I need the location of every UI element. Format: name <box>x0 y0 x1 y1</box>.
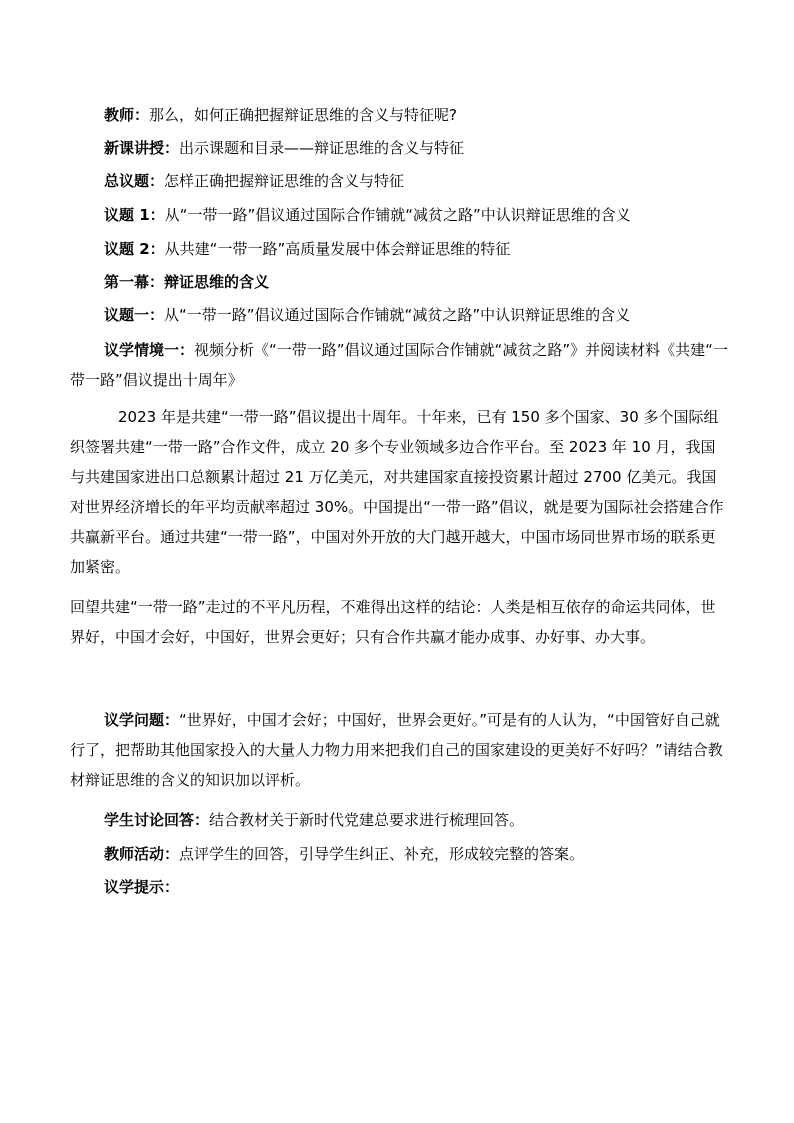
line-text: 出示课题和目录——辩证思维的含义与特征 <box>179 139 465 157</box>
line-text: 从共建“一带一路”高质量发展中体会辩证思维的特征 <box>164 240 511 258</box>
line-text: 点评学生的回答，引导学生纠正、补充，形成较完整的答案。 <box>179 845 585 863</box>
material-block <box>70 402 730 652</box>
line-label: 议学提示： <box>104 878 180 896</box>
question-label: 议学问题： <box>104 711 180 729</box>
situation-paragraph <box>70 335 730 395</box>
line-text: 从“一带一路”倡议通过国际合作铺就“减贫之路”中认识辩证思维的含义 <box>164 306 631 324</box>
line-label: 第一幕：辩证思维的含义 <box>104 273 270 291</box>
hint-line <box>104 877 179 897</box>
line-label: 议题一： <box>104 306 165 324</box>
student-answer-line <box>104 810 524 830</box>
situation-text: 视频分析《“一带一路”倡议通过国际合作铺就“减贫之路”》并阅读材料《共建“一带一路”倡议提出十周年》 <box>70 341 728 389</box>
line-label: 教师： <box>104 106 150 124</box>
main-topic-line <box>104 171 404 191</box>
line-label: 议题 2： <box>104 240 165 258</box>
teacher-activity-line <box>104 844 584 864</box>
question-text: “世界好，中国才会好；中国好，世界会更好。”可是有的人认为，“中国管好自己就行了，把帮助其他国家投入的大量人力物力用来把我们自己的国家建设的更美好不好吗？”请结合教材辩证思维的含义的知识加以评析。 <box>70 711 723 789</box>
material-paragraph-1: 2023 年是共建“一带一路”倡议提出十周年。十年来，已有 150 多个国家、30 多个国际组织签署共建“一带一路”合作文件，成立 20 多个专业领域多边合作平台。至 2023 年 10 月，我国与共建国家进出口总额累计超过 21 万亿美元，对共建国家直接投资累计超过 2700 亿美元。我国对世界经济增长的年平均贡献率超过 30%。中国提出“一带一路”倡议，就是要为国际社会搭建合作共赢新平台。通过共建“一带一路”，中国对外开放的大门越开越大，中国市场同世界市场的联系更加紧密。 <box>70 408 724 576</box>
teacher-question-line <box>104 105 457 125</box>
line-text: 怎样正确把握辩证思维的含义与特征 <box>164 172 405 190</box>
situation-label: 议学情境一： <box>104 341 195 359</box>
line-label: 教师活动： <box>104 845 180 863</box>
question-paragraph <box>70 705 730 795</box>
line-text: 结合教材关于新时代党建总要求进行梳理回答。 <box>209 811 525 829</box>
topic-2-line <box>104 239 510 259</box>
line-label: 新课讲授： <box>104 139 180 157</box>
line-label: 议题 1： <box>104 206 165 224</box>
line-label: 总议题： <box>104 172 165 190</box>
new-lesson-line <box>104 138 464 158</box>
line-label: 学生讨论回答： <box>104 811 210 829</box>
material-paragraph-2: 回望共建“一带一路”走过的不平凡历程，不难得出这样的结论：人类是相互依存的命运共同体，世界好，中国才会好，中国好，世界会更好；只有合作共赢才能办成事、办好事、办大事。 <box>70 598 716 646</box>
topic-1-line <box>104 205 631 225</box>
topic-one-line <box>104 305 630 325</box>
line-text: 那么，如何正确把握辩证思维的含义与特征呢? <box>149 106 457 124</box>
line-text: 从“一带一路”倡议通过国际合作铺就“减贫之路”中认识辩证思维的含义 <box>164 206 631 224</box>
act-one-heading <box>104 272 269 292</box>
